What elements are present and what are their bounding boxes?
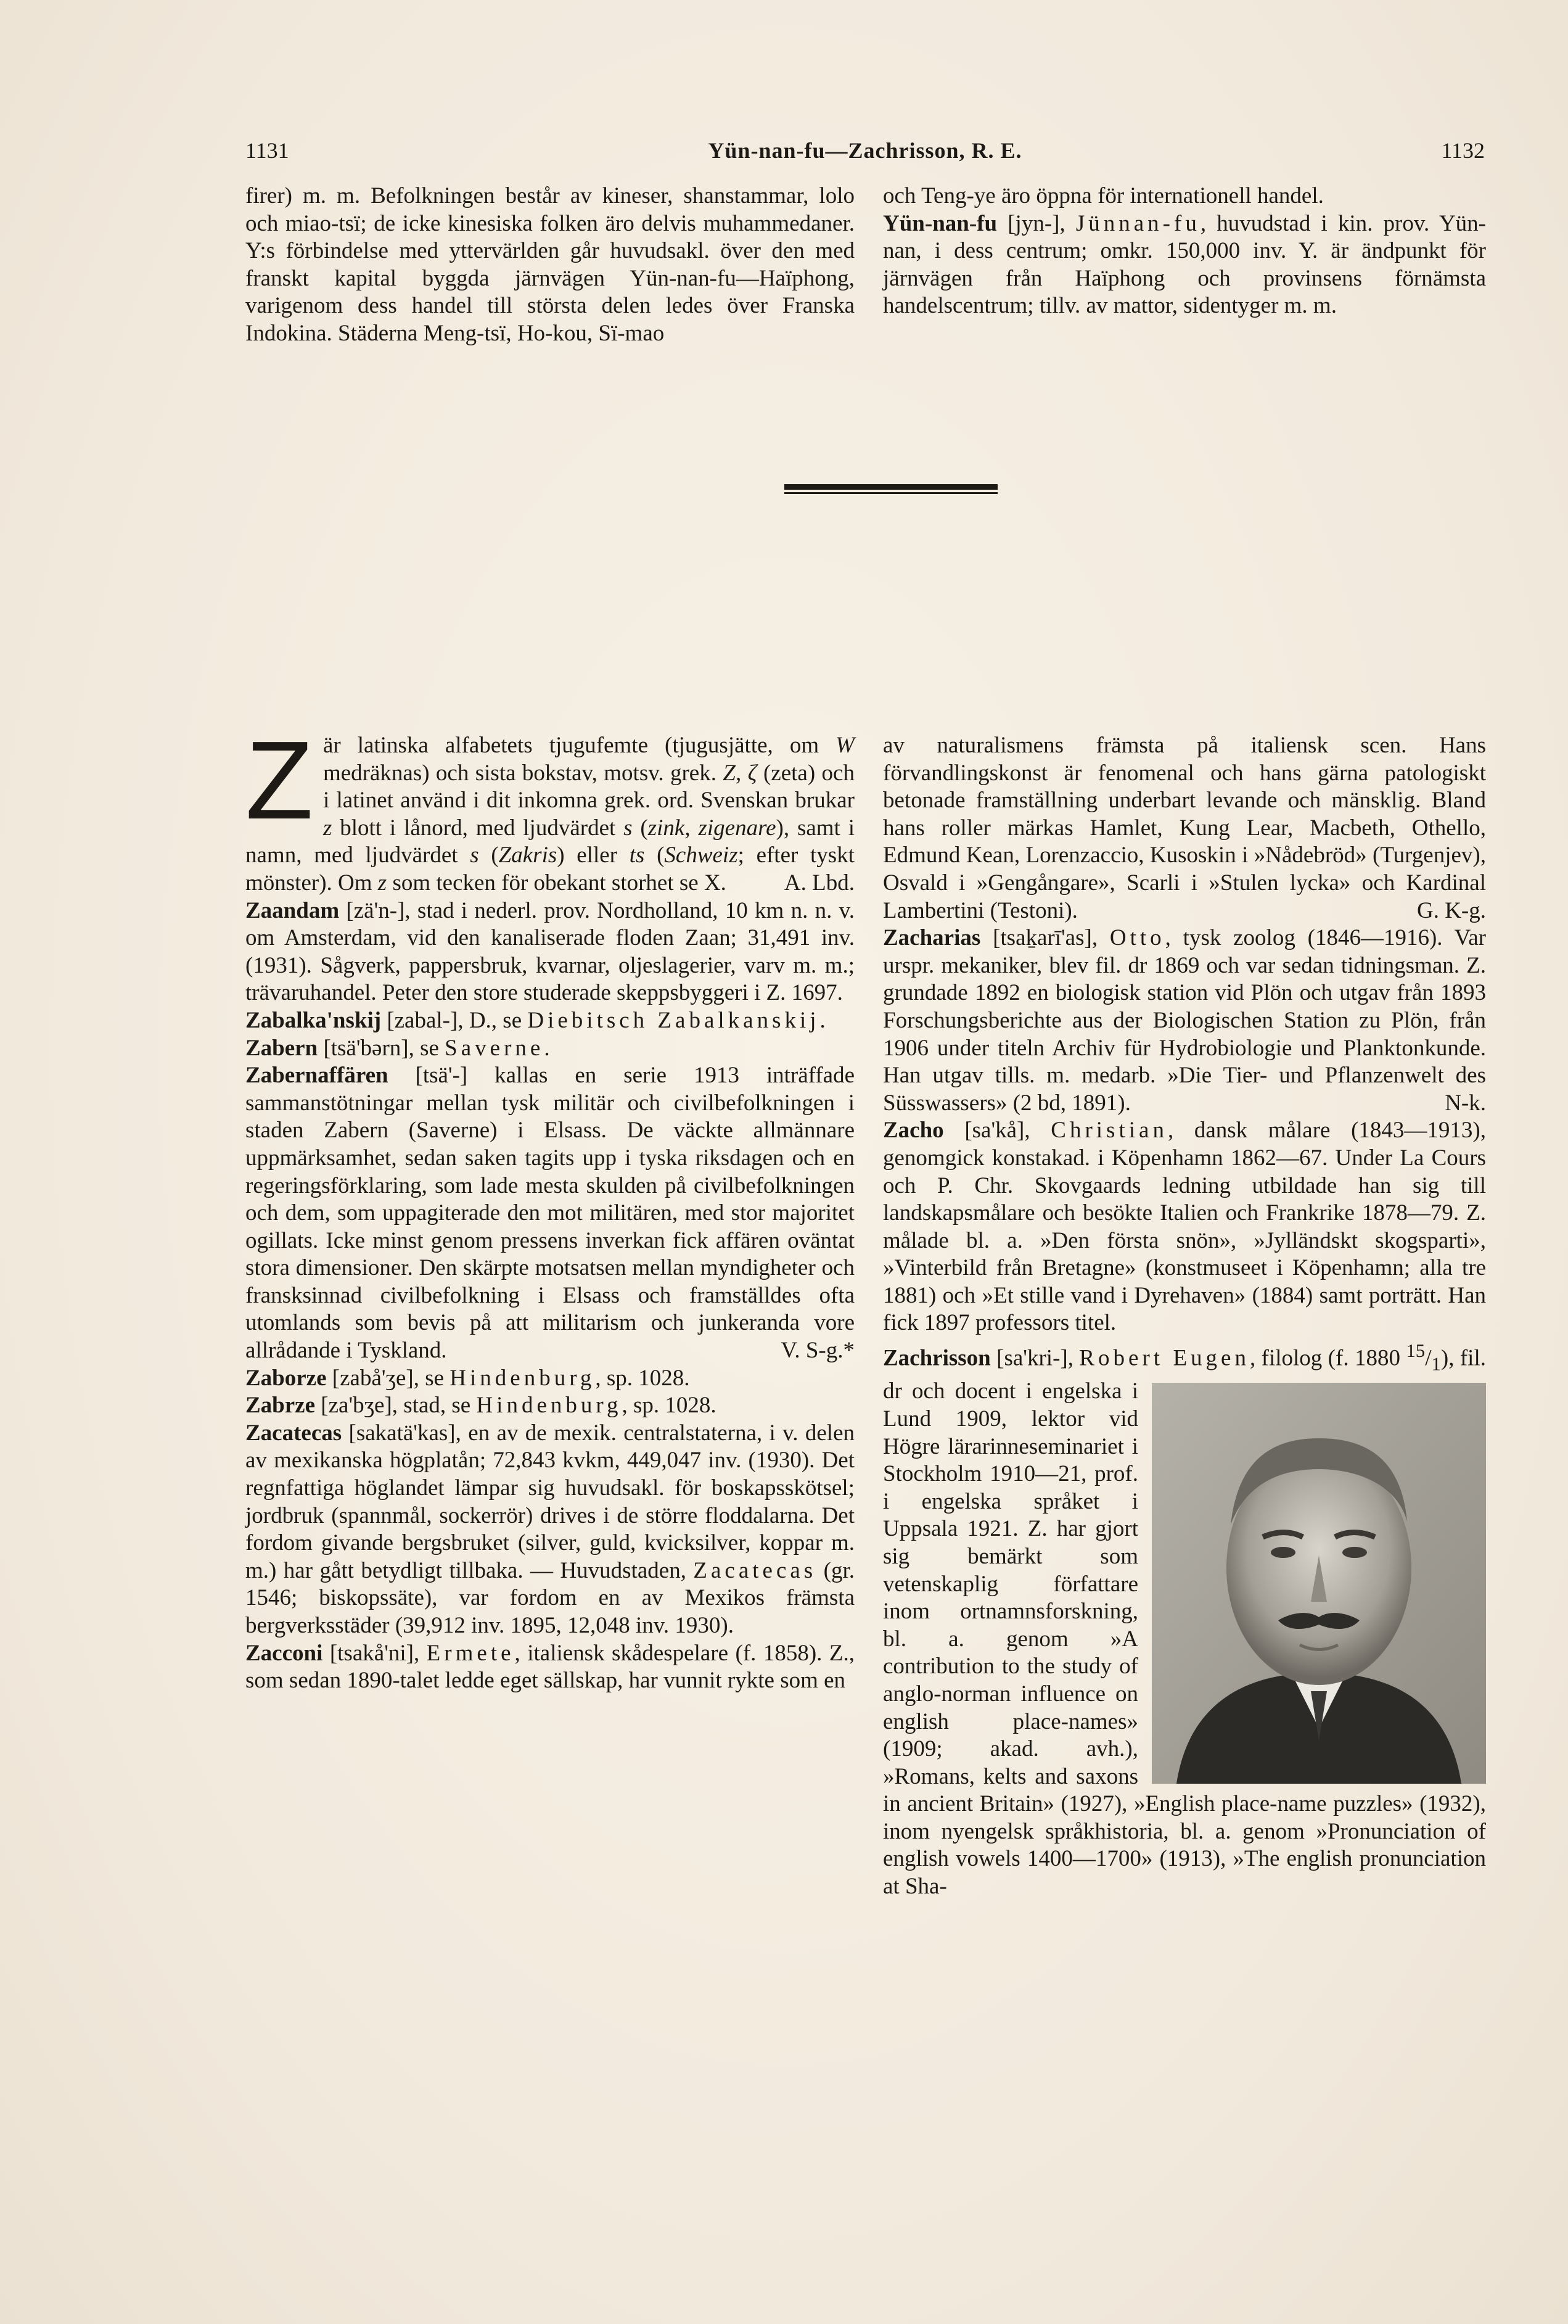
entry-head: Zacho [883, 1118, 944, 1143]
entry-zabalkanskij: Zabalka'nskij [zabal-], D., se Diebitsch Zabalkanskij. [245, 1007, 826, 1033]
running-header [245, 132, 1485, 169]
cross-reference: Saverne [445, 1035, 544, 1061]
header-title: Yün-nan-fu—Zachrisson, R. E. [708, 138, 1022, 163]
entry-head: Zachrisson [883, 1345, 991, 1371]
column-1-main [245, 719, 855, 1695]
signature: N-k. [1445, 1090, 1486, 1116]
entry-z: Z är latinska alfabetets tjugufemte (tjugusjätte, om W medräknas) och sista bokstav, motsv. grek. Z, ζ (zeta) och i latinet använd i dit inkomna grek. ord. Svenskan brukar z blott i lånord, med ljudvärdet s (zink, zigenare), samt i namn, med ljudvärdet s (Zakris) eller ts (Schweiz; efter tyskt mönster). Om z som tecken för obekant storhet se X. A. Lbd. [245, 732, 855, 897]
signature: V. S-g.* [781, 1338, 855, 1364]
entry-zabern: Zabern [tsä'bərn], se Saverne. [245, 1035, 550, 1061]
column-2-top [883, 183, 1486, 320]
entry-zacconi-continued: av naturalismens främsta på italiensk scen. Hans förvandlingskonst är fenomenal och hans gärna patologiskt betonade framställning underbart levande och mänsklig. Bland hans roller märkas Hamlet, Kung Lear, Macbeth, Othello, Edmund Kean, Lorenzaccio, Kusoskin i »Nådebröd» (Turgenjev), Osvald i »Gengångare», Scarli i »Stulen lycka» och Kardinal Lambertini (Testoni). G. K-g. [883, 732, 1486, 925]
entry-head: Zabern [245, 1035, 318, 1061]
pronunciation: [jyn-], [997, 210, 1076, 236]
signature: A. Lbd. [784, 870, 855, 896]
column-2-main [883, 732, 1486, 1901]
entry-zabernaffaren: Zabernaffären [tsä'-] kallas en serie 1913 inträffade sammanstötningar mellan tysk militär och civilbefolkningen i staden Zabern (Saverne) i Elsass. De väckte allmännare uppmärksamhet, sedan saken tagits upp i tyska riksdagen och en regeringsförklaring, som lade mesta skulden på civilbefolkningen och dem, som uppagiterade den mot militären, med stor majoritet ogillats. Icke minst genom pressens inverkan fick affären oväntat stora dimensioner. Den skärpte motsatsen mellan myndigheter och fransksinnad civilbefolkning i Elsass och framställdes ofta utomlands som bevis på att militarism och junkeranda vore allrådande i Tyskland. V. S-g.* [245, 1062, 855, 1365]
alt-name: Jünnan-fu [1075, 210, 1201, 236]
page-number-left: 1131 [245, 138, 289, 163]
cross-reference: Hindenburg [476, 1393, 622, 1419]
entry-head: Yün-nan-fu [883, 210, 998, 236]
drop-cap-z: Z [245, 719, 313, 843]
entry-head: Zacconi [245, 1640, 323, 1666]
person-name: Robert Eugen [1079, 1345, 1250, 1371]
yunnan-continued-text: firer) m. m. Befolkningen består av kineser, shanstammar, lolo och miao-tsï; de icke kinesiska folken äro delvis muhammedaner. Y:s förbindelse med yttervärlden går huvudsakl. över den med franskt kapital byggda järnvägen Yün-nan-fu—Haïphong, varigenom dess handel till största delen ledes över Franska Indokina. Städerna Meng-tsï, Ho-kou, Sï-mao [245, 183, 855, 346]
entry-head: Zaborze [245, 1365, 327, 1391]
entry-head: Zacharias [883, 925, 981, 951]
entry-head: Zabrze [245, 1393, 316, 1419]
person-name: Christian [1051, 1118, 1168, 1143]
portrait-photo [1152, 1383, 1486, 1784]
zachrisson-text: ), fil. dr och docent i engelska i Lund 1909, lektor vid Högre lärarinneseminariet i Stockholm 1910—21, prof. i engelska språket i Uppsala 1921. Z. har gjort sig bemärkt som vetenskaplig författare inom ortnamnsforskning, bl. a. genom »A contribution to the study of anglo-norman influence on english place-names» (1909; akad. avh.), »Romans, kelts and saxons in ancient Britain» (1927), »English place-name puzzles» (1932), inom nyengelsk språkhistoria, bl. a. genom »Pronunciation of english vowels 1400—1700» (1913), »The english pronunciation at Sha- [883, 1345, 1486, 1900]
entry-yunnanfu [883, 210, 1486, 320]
entry-zaborze: Zaborze [zabå'ʒe], se Hindenburg, sp. 1028. [245, 1365, 690, 1391]
portrait-illustration [1152, 1383, 1486, 1784]
signature: G. K-g. [1416, 897, 1486, 923]
person-name: Otto [1109, 925, 1165, 951]
cross-reference: Diebitsch Zabalkanskij [527, 1007, 820, 1033]
page-number-right: 1132 [1441, 138, 1485, 163]
entry-text: , huvudstad i kin. prov. Yün-nan, i dess centrum; omkr. 150,000 inv. Y. är ändpunkt för järnvägen från Haïphong och provinsens förnämsta handelscentrum; tillv. av mattor, sidentyger m. m. [883, 210, 1487, 319]
column-1-top [245, 183, 855, 348]
entry-zacatecas: Zacatecas [sakatä'kas], en av de mexik. centralstaterna, i v. delen av mexikanska högplatån; 72,843 kvkm, 449,047 inv. (1930). Det regnfattiga höglandet lämpar sig huvudsakl. för boskapsskötsel; jordbruk (spannmål, sockerrör) drives i de större floddalarna. Det fordom givande bergsbruket (silver, guld, kvicksilver, koppar m. m.) har gått betydligt tillbaka. — Huvudstaden, Zacatecas (gr. 1546; biskopssäte), var fordom en av Mexikos främsta bergverksstäder (39,912 inv. 1895, 12,048 inv. 1930). [245, 1420, 855, 1638]
entry-zacconi: Zacconi [tsakå'ni], Ermete, italiensk skådespelare (f. 1858). Z., som sedan 1890-talet ledde eget sällskap, har vunnit rykte som en [245, 1640, 855, 1694]
entry-zachrisson: Zachrisson [sa'kri-], Robert Eugen, filolog (f. 1880 $^{15}/_1$ ), fil. dr och docent i engelska i Lund 1909, lektor vid Högre lärarinneseminariet i Stockholm 1910—21, prof. i engelska språket i Uppsala 1921. Z. har gjort sig bemärkt som vetenskaplig författare inom ortnamnsforskning, bl. a. genom »A contribution to the study of anglo-norman influence on english place-names» (1909; akad. avh.), »Romans, kelts and saxons in ancient Britain» (1927), »English place-name puzzles» (1932), inom nyengelsk språkhistoria, bl. a. genom »Pronunciation of english vowels 1400—1700» (1913), »The english pronunciation at Sha- [883, 1340, 1486, 1900]
entry-zacho: Zacho [sa'kå], Christian, dansk målare (1843—1913), genomgick konstakad. i Köpenhamn 1862—67. Under La Cours och P. Chr. Skovgaards ledning utbildade han sig till landskapsmålare och besökte Italien och Frankrike 1878—79. Z. målade bl. a. »Den första snön», »Jylländskt skogsparti», »Vinterbild från Bretagne» (konstmuseet i Köpenhamn; alla tre 1881) och »Et stille vand i Dyrehaven» (1884) samt porträtt. Han fick 1897 professors titel. [883, 1118, 1486, 1336]
entry-head: Zaandam [245, 897, 340, 923]
person-name: Ermete [426, 1640, 515, 1666]
entry-zaandam: Zaandam [zä'n-], stad i nederl. prov. Nordholland, 10 km n. n. v. om Amsterdam, vid den kanaliserade floden Zaan; 31,491 inv. (1931). Sågverk, pappersbruk, kvarnar, oljeslagerier, varv m. m.; trävaruhandel. Peter den store studerade skeppsbyggeri i Z. 1697. [245, 897, 855, 1006]
entry-zacharias: Zacharias [tsaḵarī'as], Otto, tysk zoolog (1846—1916). Var urspr. mekaniker, blev fil. dr 1869 och var sedan tidningsman. Z. grundade 1892 en biologisk station vid Plön och utgav från 1893 Forschungsberichte aus der Biologischen Station zu Plön, från 1906 under titeln Archiv für Hydrobiologie und Planktonkunde. Han utgav tills. m. medarb. »Die Tier- und Pflanzenwelt des Süsswassers» (2 bd, 1891). N-k. [883, 925, 1486, 1117]
entry-head: Zacatecas [245, 1420, 342, 1446]
entry-head: Zabernaffären [245, 1063, 388, 1089]
entry-head: Zabalka'nskij [245, 1007, 382, 1033]
cross-reference: Hindenburg [449, 1365, 596, 1391]
section-divider [784, 484, 998, 495]
yunnan-trade-text: och Teng-ye äro öppna för internationell handel. [883, 183, 1324, 208]
cross-reference: Zacatecas [693, 1557, 817, 1583]
entry-zabrze: Zabrze [za'bʒe], stad, se Hindenburg, sp. 1028. [245, 1393, 716, 1419]
